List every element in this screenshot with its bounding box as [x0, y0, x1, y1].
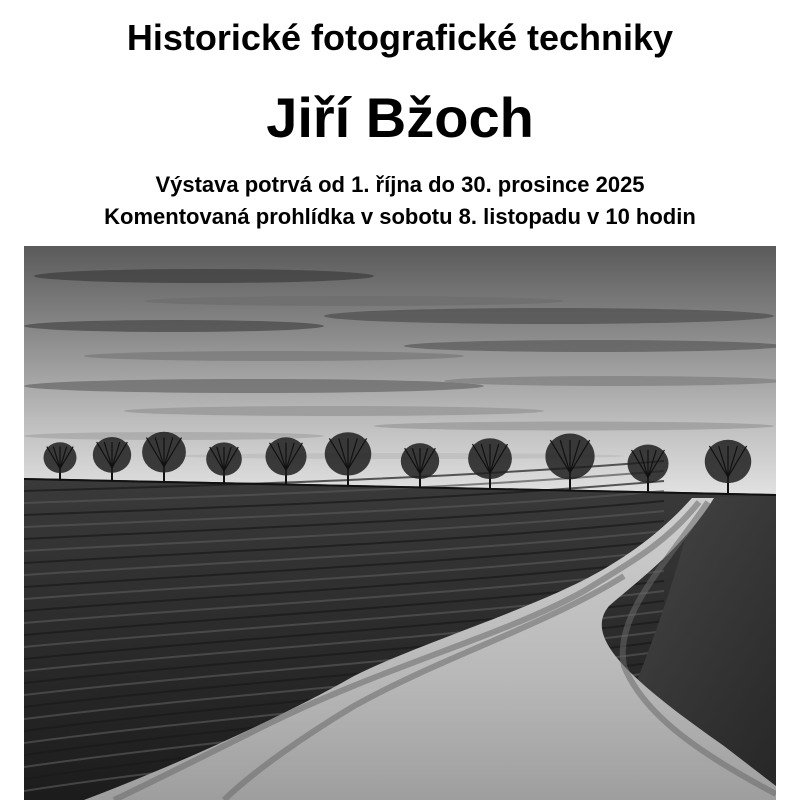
cloud-streak [144, 296, 564, 306]
author-name: Jiří Bžoch [266, 86, 534, 149]
cloud-streak [24, 379, 484, 393]
cloud-streak [24, 320, 324, 332]
cloud-streak [324, 308, 774, 324]
cloud-streak [444, 376, 776, 386]
cloud-streak [84, 351, 464, 361]
cloud-streak [34, 269, 374, 283]
exhibition-title: Historické fotografické techniky [126, 17, 674, 58]
cloud-streak [404, 340, 776, 352]
landscape-photo [24, 246, 776, 800]
cloud-streak [374, 422, 774, 431]
exhibition-dates: Výstava potrvá od 1. října do 30. prosince 2025 [155, 172, 645, 197]
cloud-streak [124, 406, 544, 416]
guided-tour-info: Komentovaná prohlídka v sobotu 8. listopadu v 10 hodin [104, 204, 696, 229]
